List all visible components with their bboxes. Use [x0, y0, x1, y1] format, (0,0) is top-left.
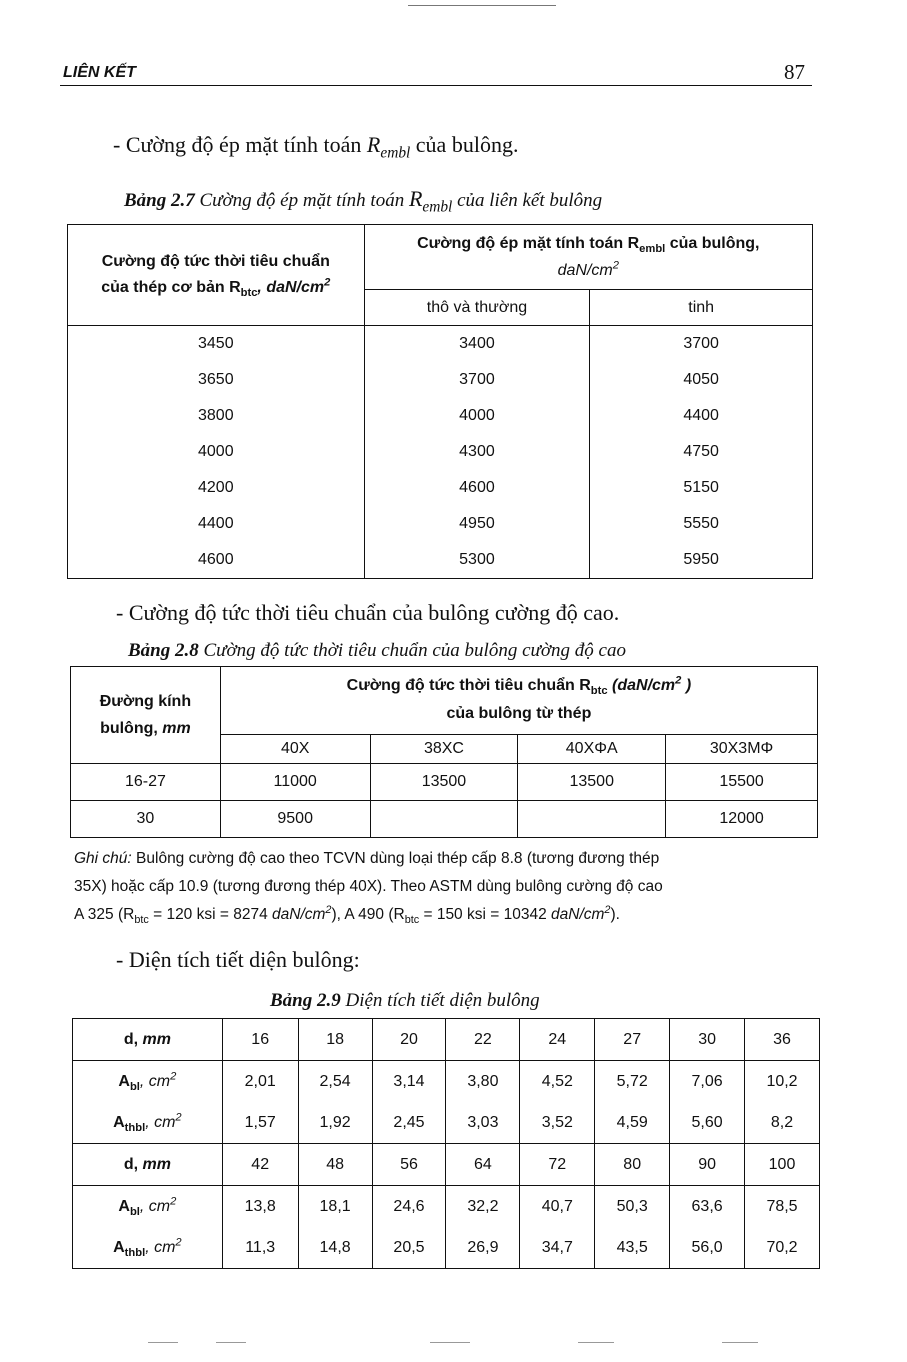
t27-cell: 4000 [68, 434, 365, 470]
t29-abl-label: $A_{bl}$, $cm^2$ [73, 1061, 223, 1103]
section-hsb-strength: - Cường độ tức thời tiêu chuẩn của bulông cường độ cao. [116, 600, 620, 625]
t27-cell: 4950 [364, 506, 590, 542]
page-number: 87 [784, 60, 805, 84]
t29-cell: 78,5 [745, 1186, 820, 1228]
t28-cell: 13500 [370, 764, 518, 801]
t28-cell: 13500 [518, 764, 666, 801]
scan-artifact-dash [722, 1342, 758, 1343]
t27-cell: 4400 [590, 398, 813, 434]
t29-cell: 50,3 [595, 1186, 670, 1228]
t29-cell: 7,06 [670, 1061, 745, 1103]
t29-cell: 56,0 [670, 1227, 745, 1269]
t27-cell: 4600 [364, 470, 590, 506]
table-2-7 [67, 224, 813, 579]
t29-cell: 30 [670, 1019, 745, 1061]
t29-cell: 20 [372, 1019, 446, 1061]
t27-cell: 4400 [68, 506, 365, 542]
t27-cell: 4300 [364, 434, 590, 470]
t27-cell: 4750 [590, 434, 813, 470]
t27-cell: 3700 [364, 362, 590, 398]
t29-cell: 40,7 [520, 1186, 595, 1228]
t29-cell: 48 [298, 1144, 372, 1186]
t29-cell: 3,80 [446, 1061, 520, 1103]
t28-cell: 9500 [220, 801, 370, 838]
scan-artifact-dash [216, 1342, 246, 1343]
t27-cell: 3450 [68, 326, 365, 363]
scan-artifact-dash [578, 1342, 614, 1343]
t29-cell: 13,8 [222, 1186, 298, 1228]
t27-col-fine: tinh [590, 290, 813, 326]
t29-cell: 10,2 [745, 1061, 820, 1103]
t27-cell: 5550 [590, 506, 813, 542]
caption-table-2-7: Bảng 2.7 Cường độ ép mặt tính toán $R_{embl}$ của liên kết bulông [124, 186, 603, 216]
t28-col-40xfa: 40XΦA [518, 734, 666, 763]
t28-cell [518, 801, 666, 838]
t29-cell: 5,72 [595, 1061, 670, 1103]
t29-cell: 36 [745, 1019, 820, 1061]
t29-cell: 24 [520, 1019, 595, 1061]
t29-cell: 22 [446, 1019, 520, 1061]
t29-cell: 18,1 [298, 1186, 372, 1228]
t29-cell: 63,6 [670, 1186, 745, 1228]
running-header: LIÊN KẾT [63, 64, 136, 81]
t29-cell: 27 [595, 1019, 670, 1061]
t28-cell [370, 801, 518, 838]
t29-cell: 4,52 [520, 1061, 595, 1103]
t29-d-label: d, mm [73, 1019, 223, 1061]
t29-cell: 43,5 [595, 1227, 670, 1269]
t29-cell: 11,3 [222, 1227, 298, 1269]
caption-table-2-8: Bảng 2.8 Cường độ tức thời tiêu chuẩn của bulông cường độ cao [128, 640, 626, 661]
t29-cell: 3,03 [446, 1102, 520, 1144]
t28-cell: 11000 [220, 764, 370, 801]
t27-cell: 4600 [68, 542, 365, 579]
t27-cell: 3700 [590, 326, 813, 363]
t28-header-diameter: Đường kính bulông, mm [71, 667, 221, 764]
t27-cell: 3650 [68, 362, 365, 398]
t29-d-label: d, mm [73, 1144, 223, 1186]
t29-cell: 100 [745, 1144, 820, 1186]
t29-abl-label: $A_{bl}$, $cm^2$ [73, 1186, 223, 1228]
t29-cell: 4,59 [595, 1102, 670, 1144]
t28-col-38xc: 38XC [370, 734, 518, 763]
t29-cell: 3,52 [520, 1102, 595, 1144]
t29-cell: 32,2 [446, 1186, 520, 1228]
t29-cell: 2,01 [222, 1061, 298, 1103]
t27-cell: 5150 [590, 470, 813, 506]
table-2-9 [72, 1018, 820, 1269]
t27-cell: 4050 [590, 362, 813, 398]
t28-cell: 30 [71, 801, 221, 838]
t29-cell: 20,5 [372, 1227, 446, 1269]
t28-cell: 15500 [666, 764, 818, 801]
t29-cell: 80 [595, 1144, 670, 1186]
table-2-8 [70, 666, 818, 838]
t29-cell: 34,7 [520, 1227, 595, 1269]
t29-cell: 26,9 [446, 1227, 520, 1269]
t29-athbl-label: $A_{thbl}$, $cm^2$ [73, 1102, 223, 1144]
section-bolt-area: - Diện tích tiết diện bulông: [116, 947, 360, 972]
t29-cell: 64 [446, 1144, 520, 1186]
t29-cell: 1,92 [298, 1102, 372, 1144]
t29-cell: 18 [298, 1019, 372, 1061]
t29-cell: 2,45 [372, 1102, 446, 1144]
t29-cell: 5,60 [670, 1102, 745, 1144]
t27-cell: 3400 [364, 326, 590, 363]
section-cuong-do-ep-mat: - Cường độ ép mặt tính toán $R_{embl}$ của bulông. [113, 132, 519, 162]
t27-cell: 4000 [364, 398, 590, 434]
t29-athbl-label: $A_{thbl}$, $cm^2$ [73, 1227, 223, 1269]
t27-col-rough: thô và thường [364, 290, 590, 326]
t27-cell: 3800 [68, 398, 365, 434]
t28-col-30x3mf: 30X3MΦ [666, 734, 818, 763]
t27-cell: 4200 [68, 470, 365, 506]
t29-cell: 56 [372, 1144, 446, 1186]
t29-cell: 42 [222, 1144, 298, 1186]
t29-cell: 24,6 [372, 1186, 446, 1228]
t29-cell: 72 [520, 1144, 595, 1186]
t27-header-bearing: Cường độ ép mặt tính toán $R_{embl}$ của bulông, daN/$cm^2$ [364, 225, 812, 290]
t27-header-steel: Cường độ tức thời tiêu chuẩn của thép cơ bản $R_{btc}$, daN/$cm^2$ [68, 225, 365, 326]
t28-header-strength: Cường độ tức thời tiêu chuẩn $R_{btc}$ ($daN/cm^2$ ) của bulông từ thép [220, 667, 817, 735]
t29-cell: 8,2 [745, 1102, 820, 1144]
t28-cell: 16-27 [71, 764, 221, 801]
t27-cell: 5950 [590, 542, 813, 579]
top-rule [408, 5, 556, 6]
scan-artifact-dash [148, 1342, 178, 1343]
t29-cell: 70,2 [745, 1227, 820, 1269]
t28-col-40x: 40X [220, 734, 370, 763]
t29-cell: 1,57 [222, 1102, 298, 1144]
t29-cell: 14,8 [298, 1227, 372, 1269]
t29-cell: 90 [670, 1144, 745, 1186]
header-rule [60, 85, 812, 86]
t29-cell: 3,14 [372, 1061, 446, 1103]
t29-cell: 16 [222, 1019, 298, 1061]
t29-cell: 2,54 [298, 1061, 372, 1103]
scan-artifact-dash [430, 1342, 470, 1343]
note-paragraph: Ghi chú: Bulông cường độ cao theo TCVN dùng loại thép cấp 8.8 (tương đương thép 35X) hoặc cấp 10.9 (tương đương thép 40X). Theo ASTM dùng bulông cường độ cao A 325 ($R_{btc} = 120$ ksi = 8274 daN/$cm^2$), A 490 ($R_{btc} = 150$ ksi = 10342 daN/$cm^2$). [74, 850, 663, 927]
t28-cell: 12000 [666, 801, 818, 838]
t27-cell: 5300 [364, 542, 590, 579]
caption-table-2-9: Bảng 2.9 Diện tích tiết diện bulông [270, 990, 540, 1011]
